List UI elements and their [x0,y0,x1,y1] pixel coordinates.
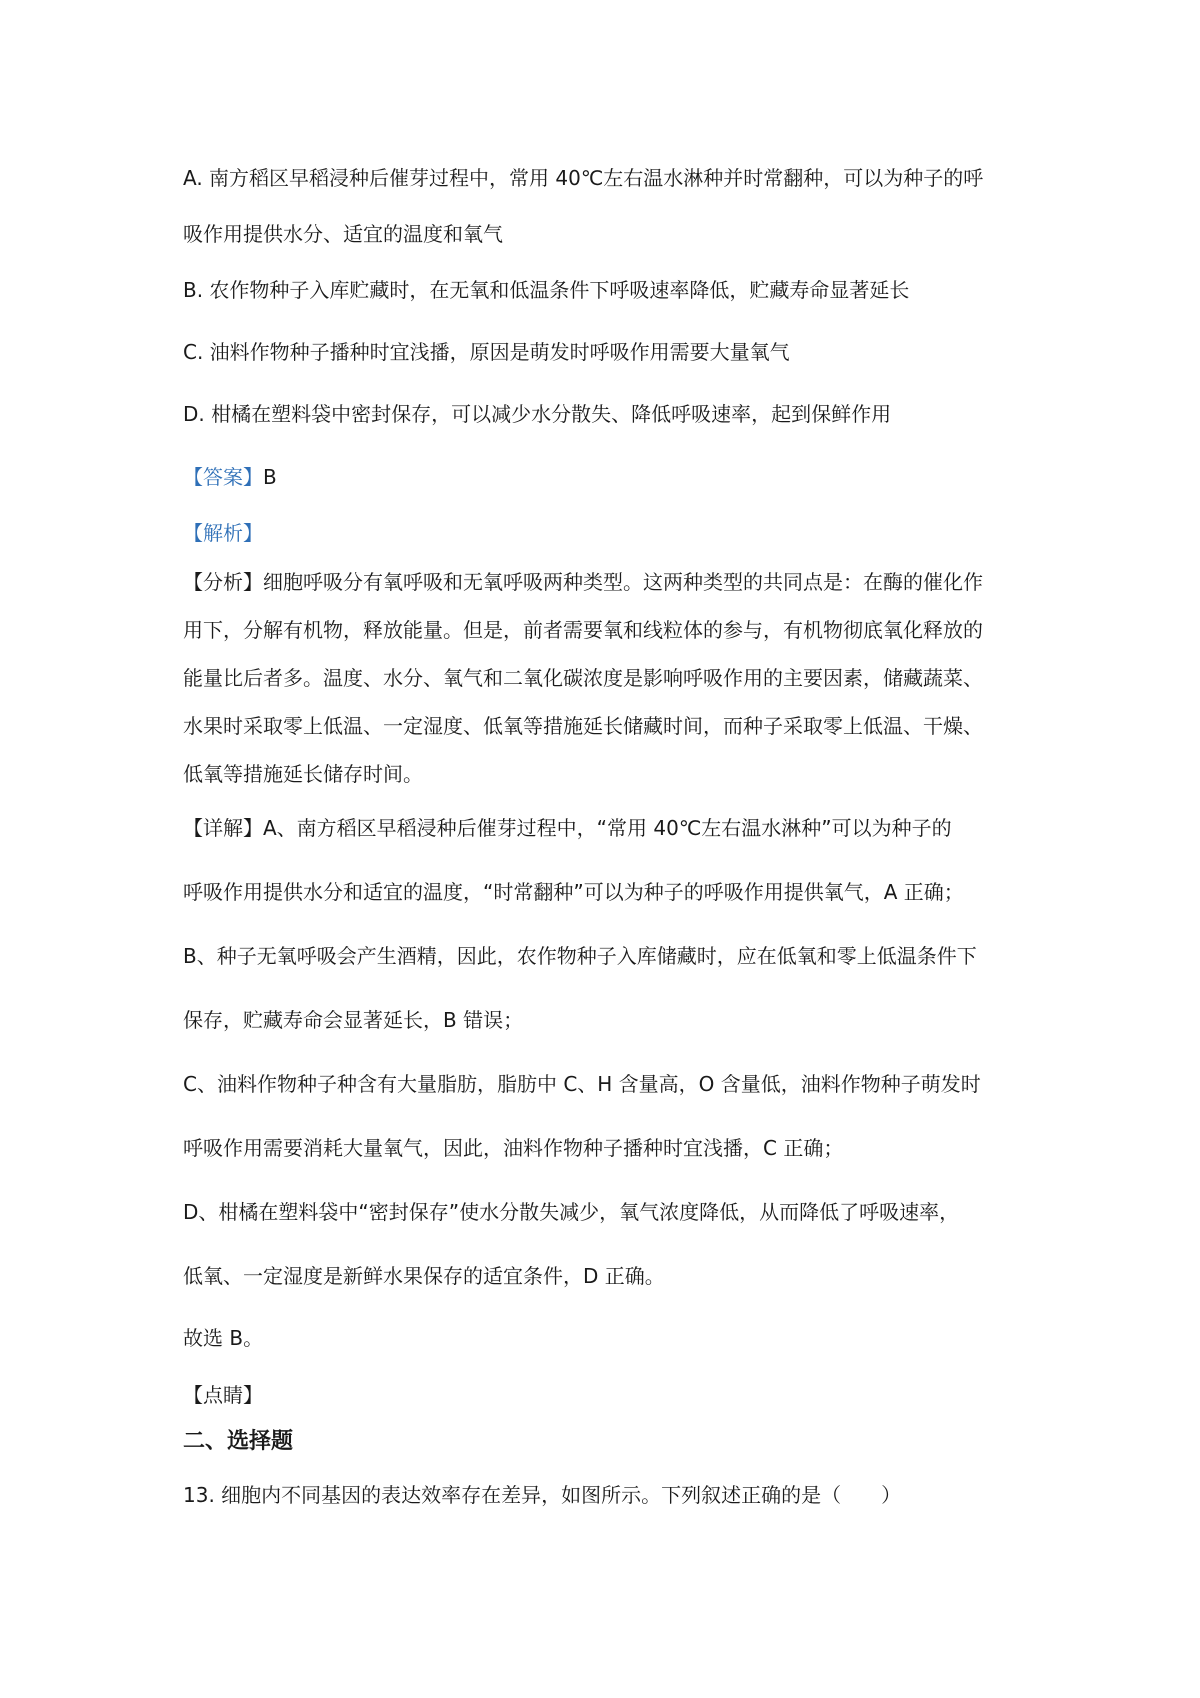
xiangjie-line-7: D、柑橘在塑料袋中“密封保存”使水分散失减少，氧气浓度降低，从而降低了呼吸速率， [183,1200,960,1224]
option-a-line-1: A. 南方稻区早稻浸种后催芽过程中，常用 40℃左右温水淋种并时常翻种，可以为种子的呼 [183,166,984,190]
xiangjie-line-3: B、种子无氧呼吸会产生酒精，因此，农作物种子入库储藏时，应在低氧和零上低温条件下 [183,944,977,968]
fenxi-line-5: 低氧等措施延长储存时间。 [183,762,423,786]
section-title: 二、选择题 [183,1429,294,1454]
xiangjie-line-1: 【详解】A、南方稻区早稻浸种后催芽过程中，“常用 40℃左右温水淋种”可以为种子的 [183,816,952,840]
xiangjie-line-8: 低氧、一定湿度是新鲜水果保存的适宜条件，D 正确。 [183,1264,665,1288]
fenxi-line-4: 水果时采取零上低温、一定湿度、低氧等措施延长储藏时间，而种子采取零上低温、干燥、 [183,714,983,738]
xiangjie-line-6: 呼吸作用需要消耗大量氧气，因此，油料作物种子播种时宜浅播，C 正确； [183,1136,844,1160]
analysis-label: 【解析】 [183,521,263,545]
xiangjie-line-4: 保存，贮藏寿命会显著延长，B 错误； [183,1008,524,1032]
answer-line [183,467,277,487]
option-b: B. 农作物种子入库贮藏时，在无氧和低温条件下呼吸速率降低，贮藏寿命显著延长 [183,278,910,302]
option-c: C. 油料作物种子播种时宜浅播，原因是萌发时呼吸作用需要大量氧气 [183,340,790,364]
answer-value: B [263,465,277,489]
conclusion: 故选 B。 [183,1326,264,1350]
xiangjie-line-2: 呼吸作用提供水分和适宜的温度，“时常翻种”可以为种子的呼吸作用提供氧气，A 正确； [183,880,964,904]
fenxi-line-3: 能量比后者多。温度、水分、氧气和二氧化碳浓度是影响呼吸作用的主要因素，储藏蔬菜、 [183,666,983,690]
option-d: D. 柑橘在塑料袋中密封保存，可以减少水分散失、降低呼吸速率，起到保鲜作用 [183,402,892,426]
answer-label: 【答案】 [183,465,263,489]
fenxi-line-2: 用下，分解有机物，释放能量。但是，前者需要氧和线粒体的参与，有机物彻底氧化释放的 [183,618,983,642]
question-13: 13. 细胞内不同基因的表达效率存在差异，如图所示。下列叙述正确的是（ ） [183,1483,902,1507]
option-a-line-2: 吸作用提供水分、适宜的温度和氧气 [183,222,503,246]
xiangjie-line-5: C、油料作物种子种含有大量脂肪，脂肪中 C、H 含量高，O 含量低，油料作物种子萌发时 [183,1072,981,1096]
fenxi-line-1: 【分析】细胞呼吸分有氧呼吸和无氧呼吸两种类型。这两种类型的共同点是：在酶的催化作 [183,570,983,594]
dianjing-label: 【点睛】 [183,1383,263,1407]
